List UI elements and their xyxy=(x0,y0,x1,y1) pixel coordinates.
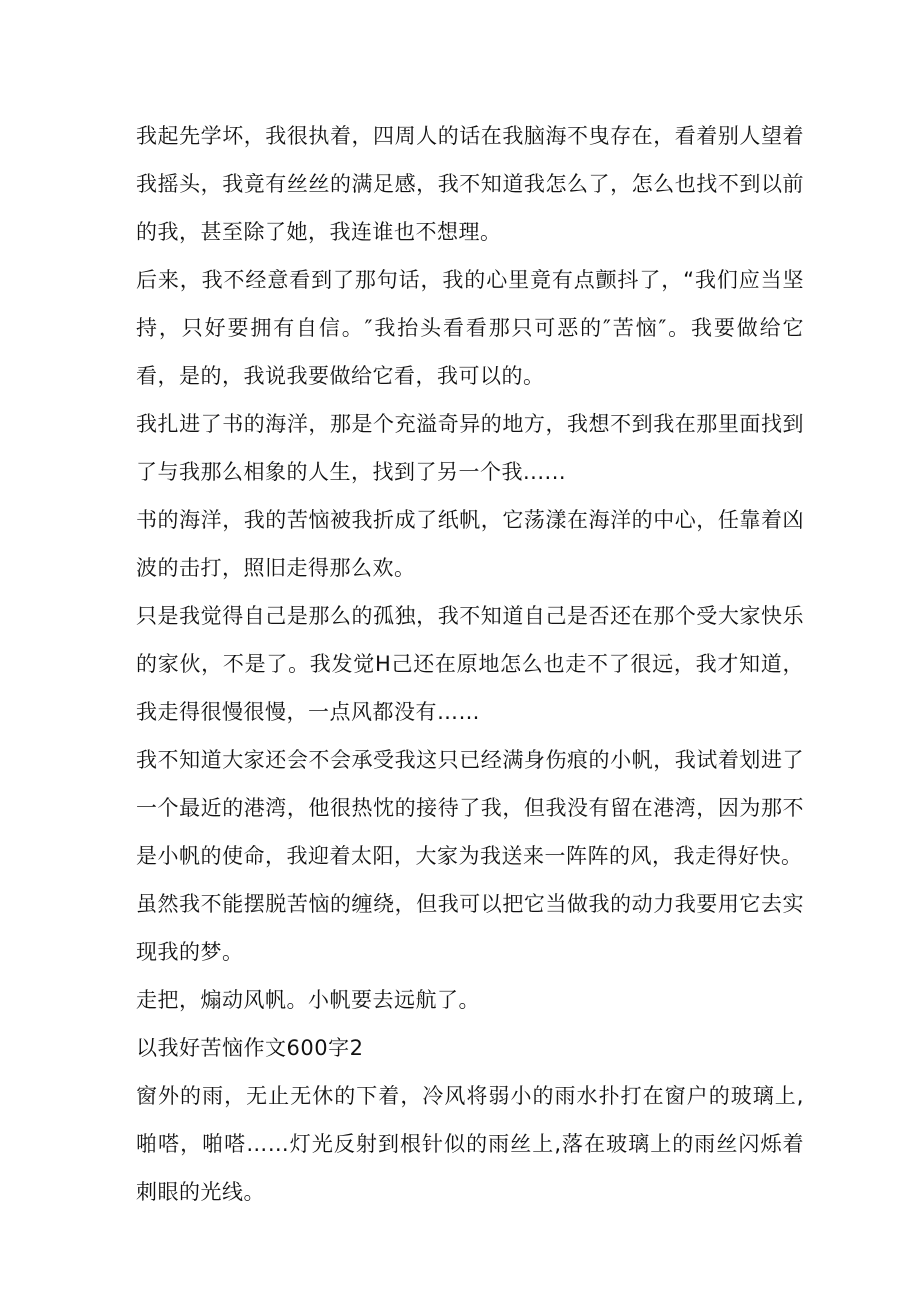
paragraph: 我起先学坏，我很执着，四周人的话在我脑海不曳存在，看着别人望着我摇头，我竟有丝丝的满足感，我不知道我怎么了，怎么也找不到以前的我，甚至除了她，我连谁也不想理。 xyxy=(136,124,804,244)
paragraph: 书的海洋，我的苦恼被我折成了纸帆，它荡漾在海洋的中心，任靠着凶波的击打，照旧走得那么欢。 xyxy=(136,508,804,580)
document-body xyxy=(136,112,804,1216)
paragraph: 走把，煽动风帆。小帆要去远航了。 xyxy=(136,988,480,1012)
paragraph: 虽然我不能摆脱苦恼的缠绕，但我可以把它当做我的动力我要用它去实现我的梦。 xyxy=(136,892,804,964)
paragraph: 只是我觉得自己是那么的孤独，我不知道自己是否还在那个受大家快乐的家伙，不是了。我发觉H己还在原地怎么也走不了很远，我才知道，我走得很慢很慢，一点风都没有…… xyxy=(136,604,804,724)
closing-paragraph: 窗外的雨，无止无休的下着，冷风将弱小的雨水扑打在窗户的玻璃上,啪嗒，啪嗒……灯光反射到根针似的雨丝上,落在玻璃上的雨丝闪烁着刺眼的光线。 xyxy=(136,1084,804,1204)
paragraph: 后来，我不经意看到了那句话，我的心里竟有点颤抖了，“我们应当坚持，只好要拥有自信。″我抬头看看那只可恶的″苦恼″。我要做给它看，是的，我说我要做给它看，我可以的。 xyxy=(136,268,804,388)
paragraph: 我不知道大家还会不会承受我这只已经满身伤痕的小帆，我试着划进了一个最近的港湾，他很热忱的接待了我，但我没有留在港湾，因为那不是小帆的使命，我迎着太阳，大家为我送来一阵阵的风，我走得好快。 xyxy=(136,748,804,868)
paragraph: 我扎进了书的海洋，那是个充溢奇异的地方，我想不到我在那里面找到了与我那么相象的人生，找到了另一个我...... xyxy=(136,412,804,484)
section-heading: 以我好苦恼作文600字2 xyxy=(136,1036,364,1060)
